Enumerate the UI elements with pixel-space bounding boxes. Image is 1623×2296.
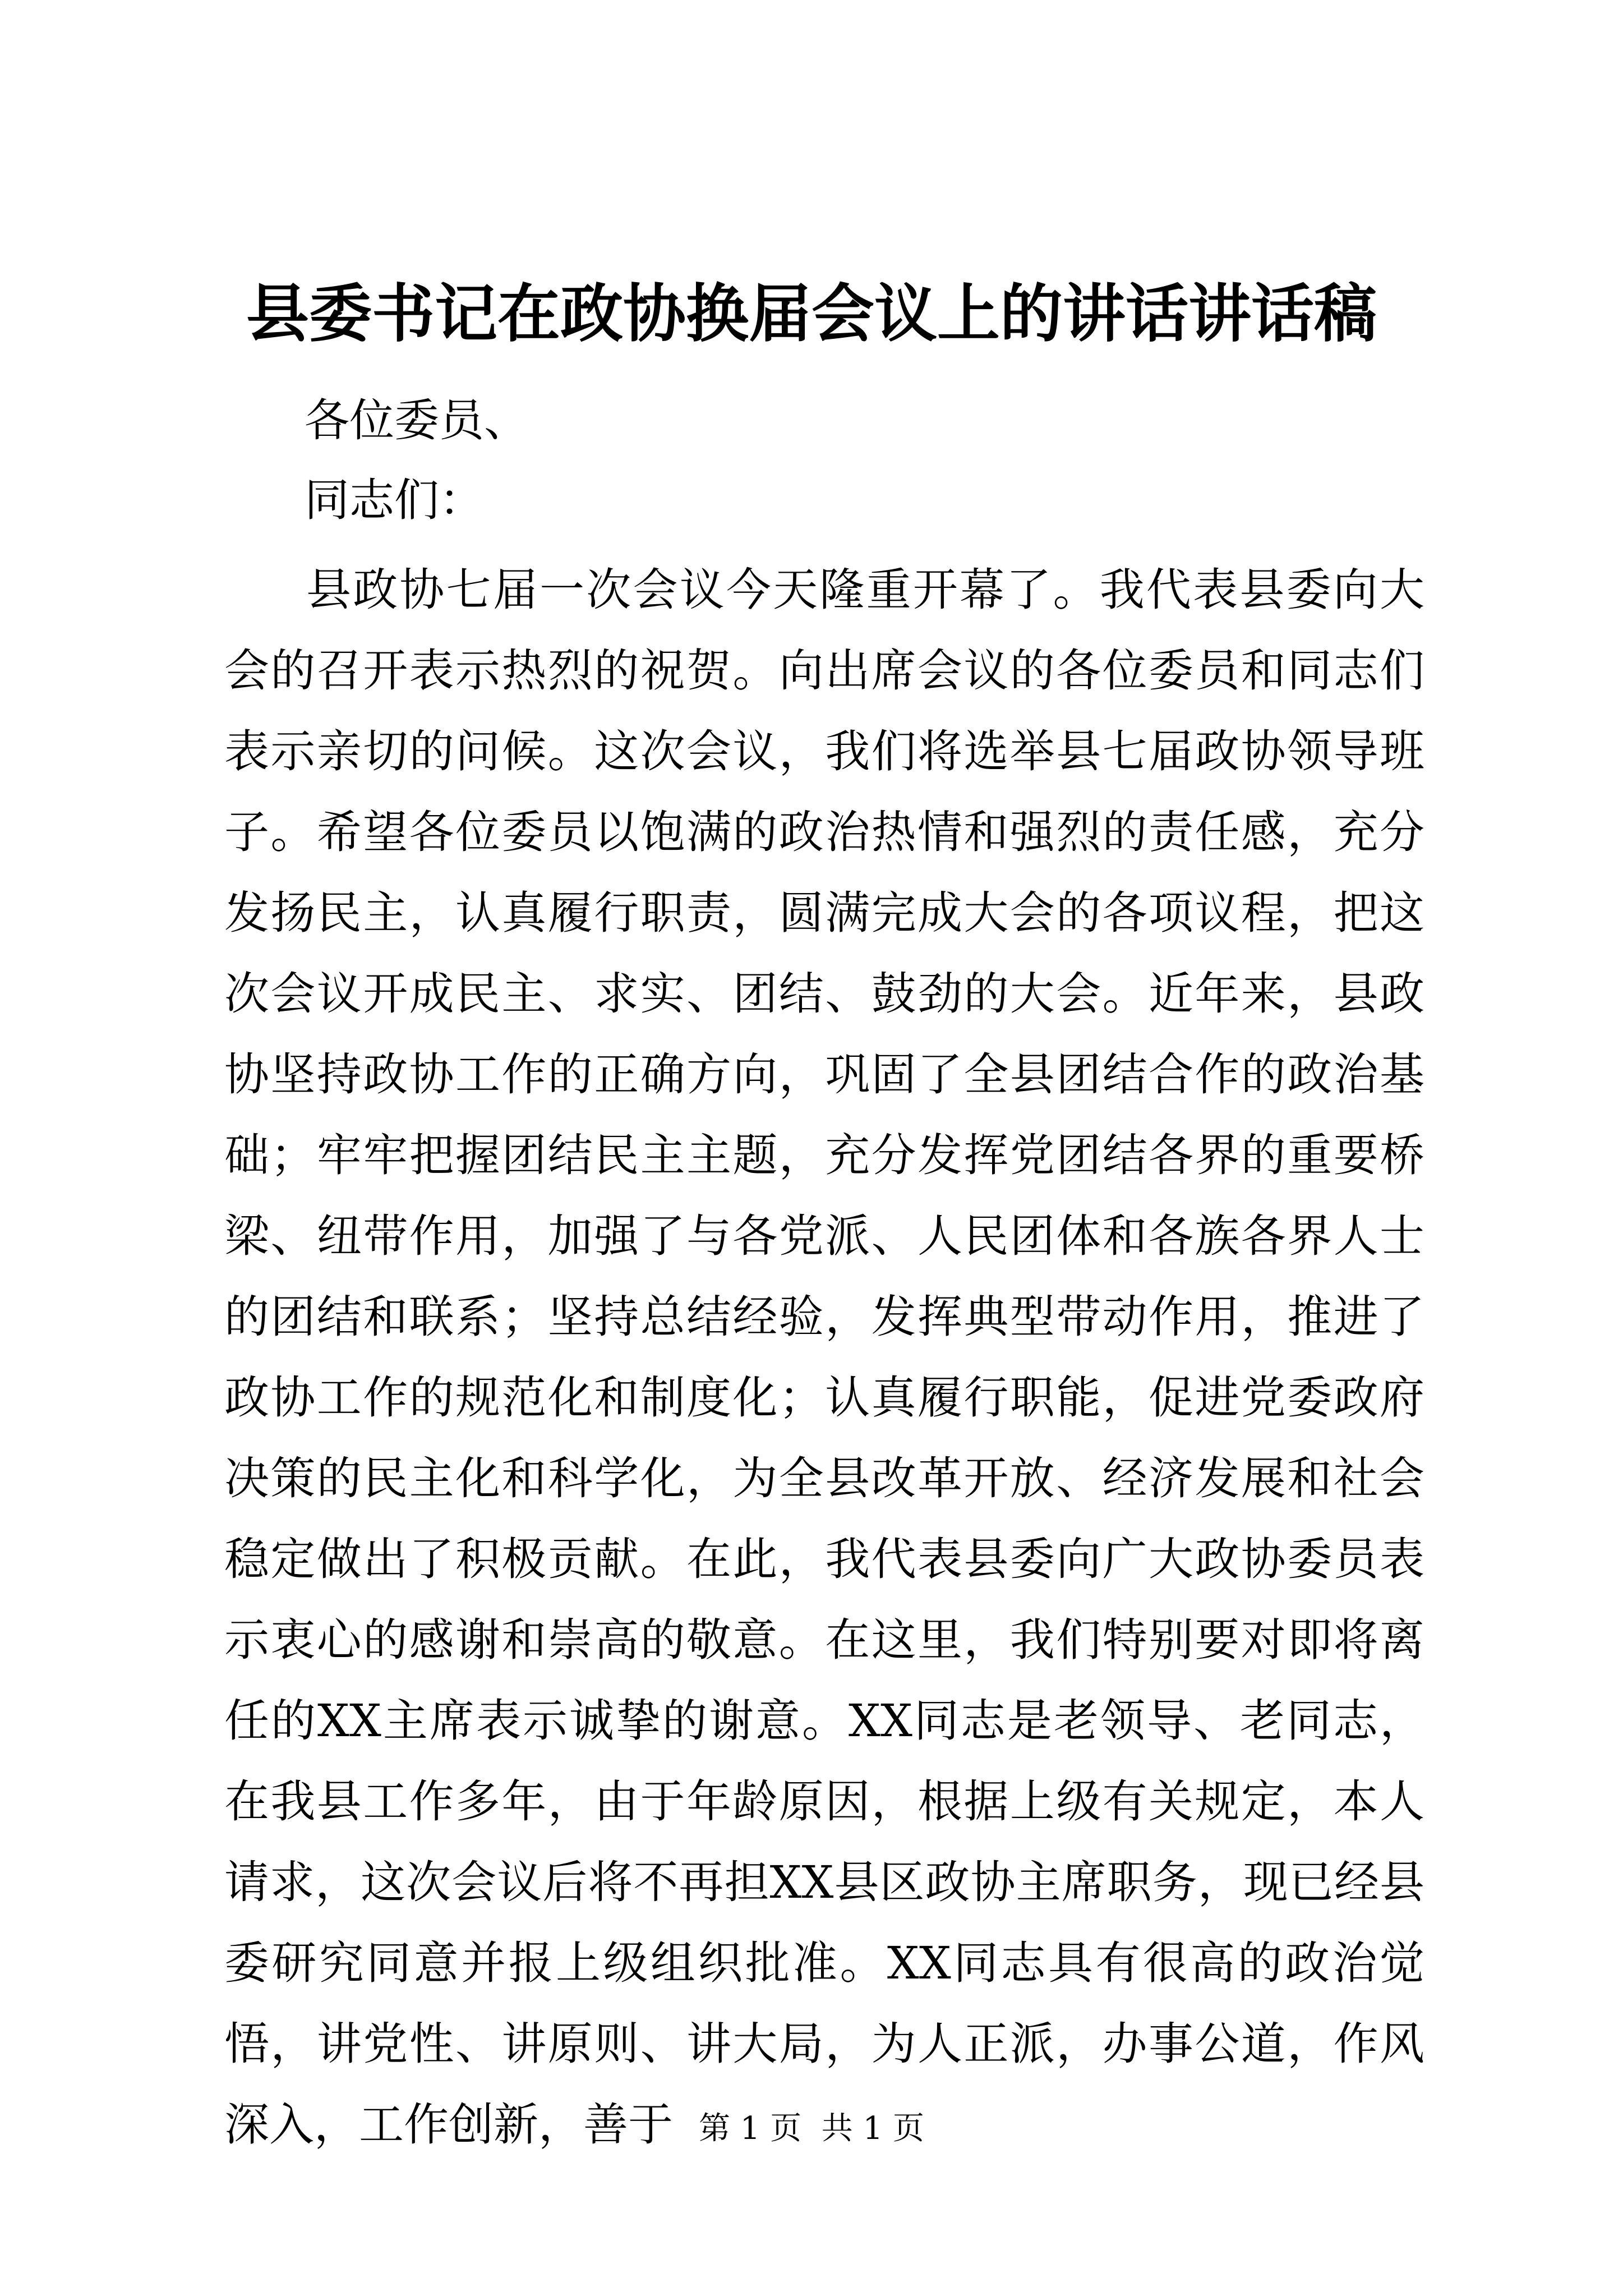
salutation-line-1: 各位委员、 bbox=[305, 394, 529, 447]
page-footer bbox=[0, 2109, 1623, 2148]
page-number-label: 第 1 页 共 1 页 bbox=[698, 2110, 925, 2147]
body-paragraph: 县政协七届一次会议今天隆重开幕了。我代表县委向大会的召开表示热烈的祝贺。向出席会议的各位委员和同志们表示亲切的问候。这次会议，我们将选举县七届政协领导班子。希望各位委员以饱满的政治热情和强烈的责任感，充分发扬民主，认真履行职责，圆满完成大会的各项议程，把这次会议开成民主、求实、团结、鼓劲的大会。近年来，县政协坚持政协工作的正确方向，巩固了全县团结合作的政治基础；牢牢把握团结民主主题，充分发挥党团结各界的重要桥梁、纽带作用，加强了与各党派、人民团体和各族各界人士的团结和联系；坚持总结经验，发挥典型带动作用，推进了政协工作的规范化和制度化；认真履行职能，促进党委政府决策的民主化和科学化，为全县改革开放、经济发展和社会稳定做出了积极贡献。在此，我代表县委向广大政协委员表示衷心的感谢和崇高的敬意。在这里，我们特别要对即将离任的XX主席表示诚挚的谢意。XX同志是老领导、老同志，在我县工作多年，由于年龄原因，根据上级有关规定，本人请求，这次会议后将不再担XX县区政协主席职务，现已经县委研究同意并报上级组织批准。XX同志具有很高的政治觉悟，讲党性、讲原则、讲大局，为人正派，办事公道，作风深入，工作创新，善于 bbox=[224, 564, 1424, 2151]
document-title: 县委书记在政协换届会议上的讲话讲话稿 bbox=[246, 277, 1377, 351]
salutation-line-2: 同志们： bbox=[305, 474, 484, 526]
